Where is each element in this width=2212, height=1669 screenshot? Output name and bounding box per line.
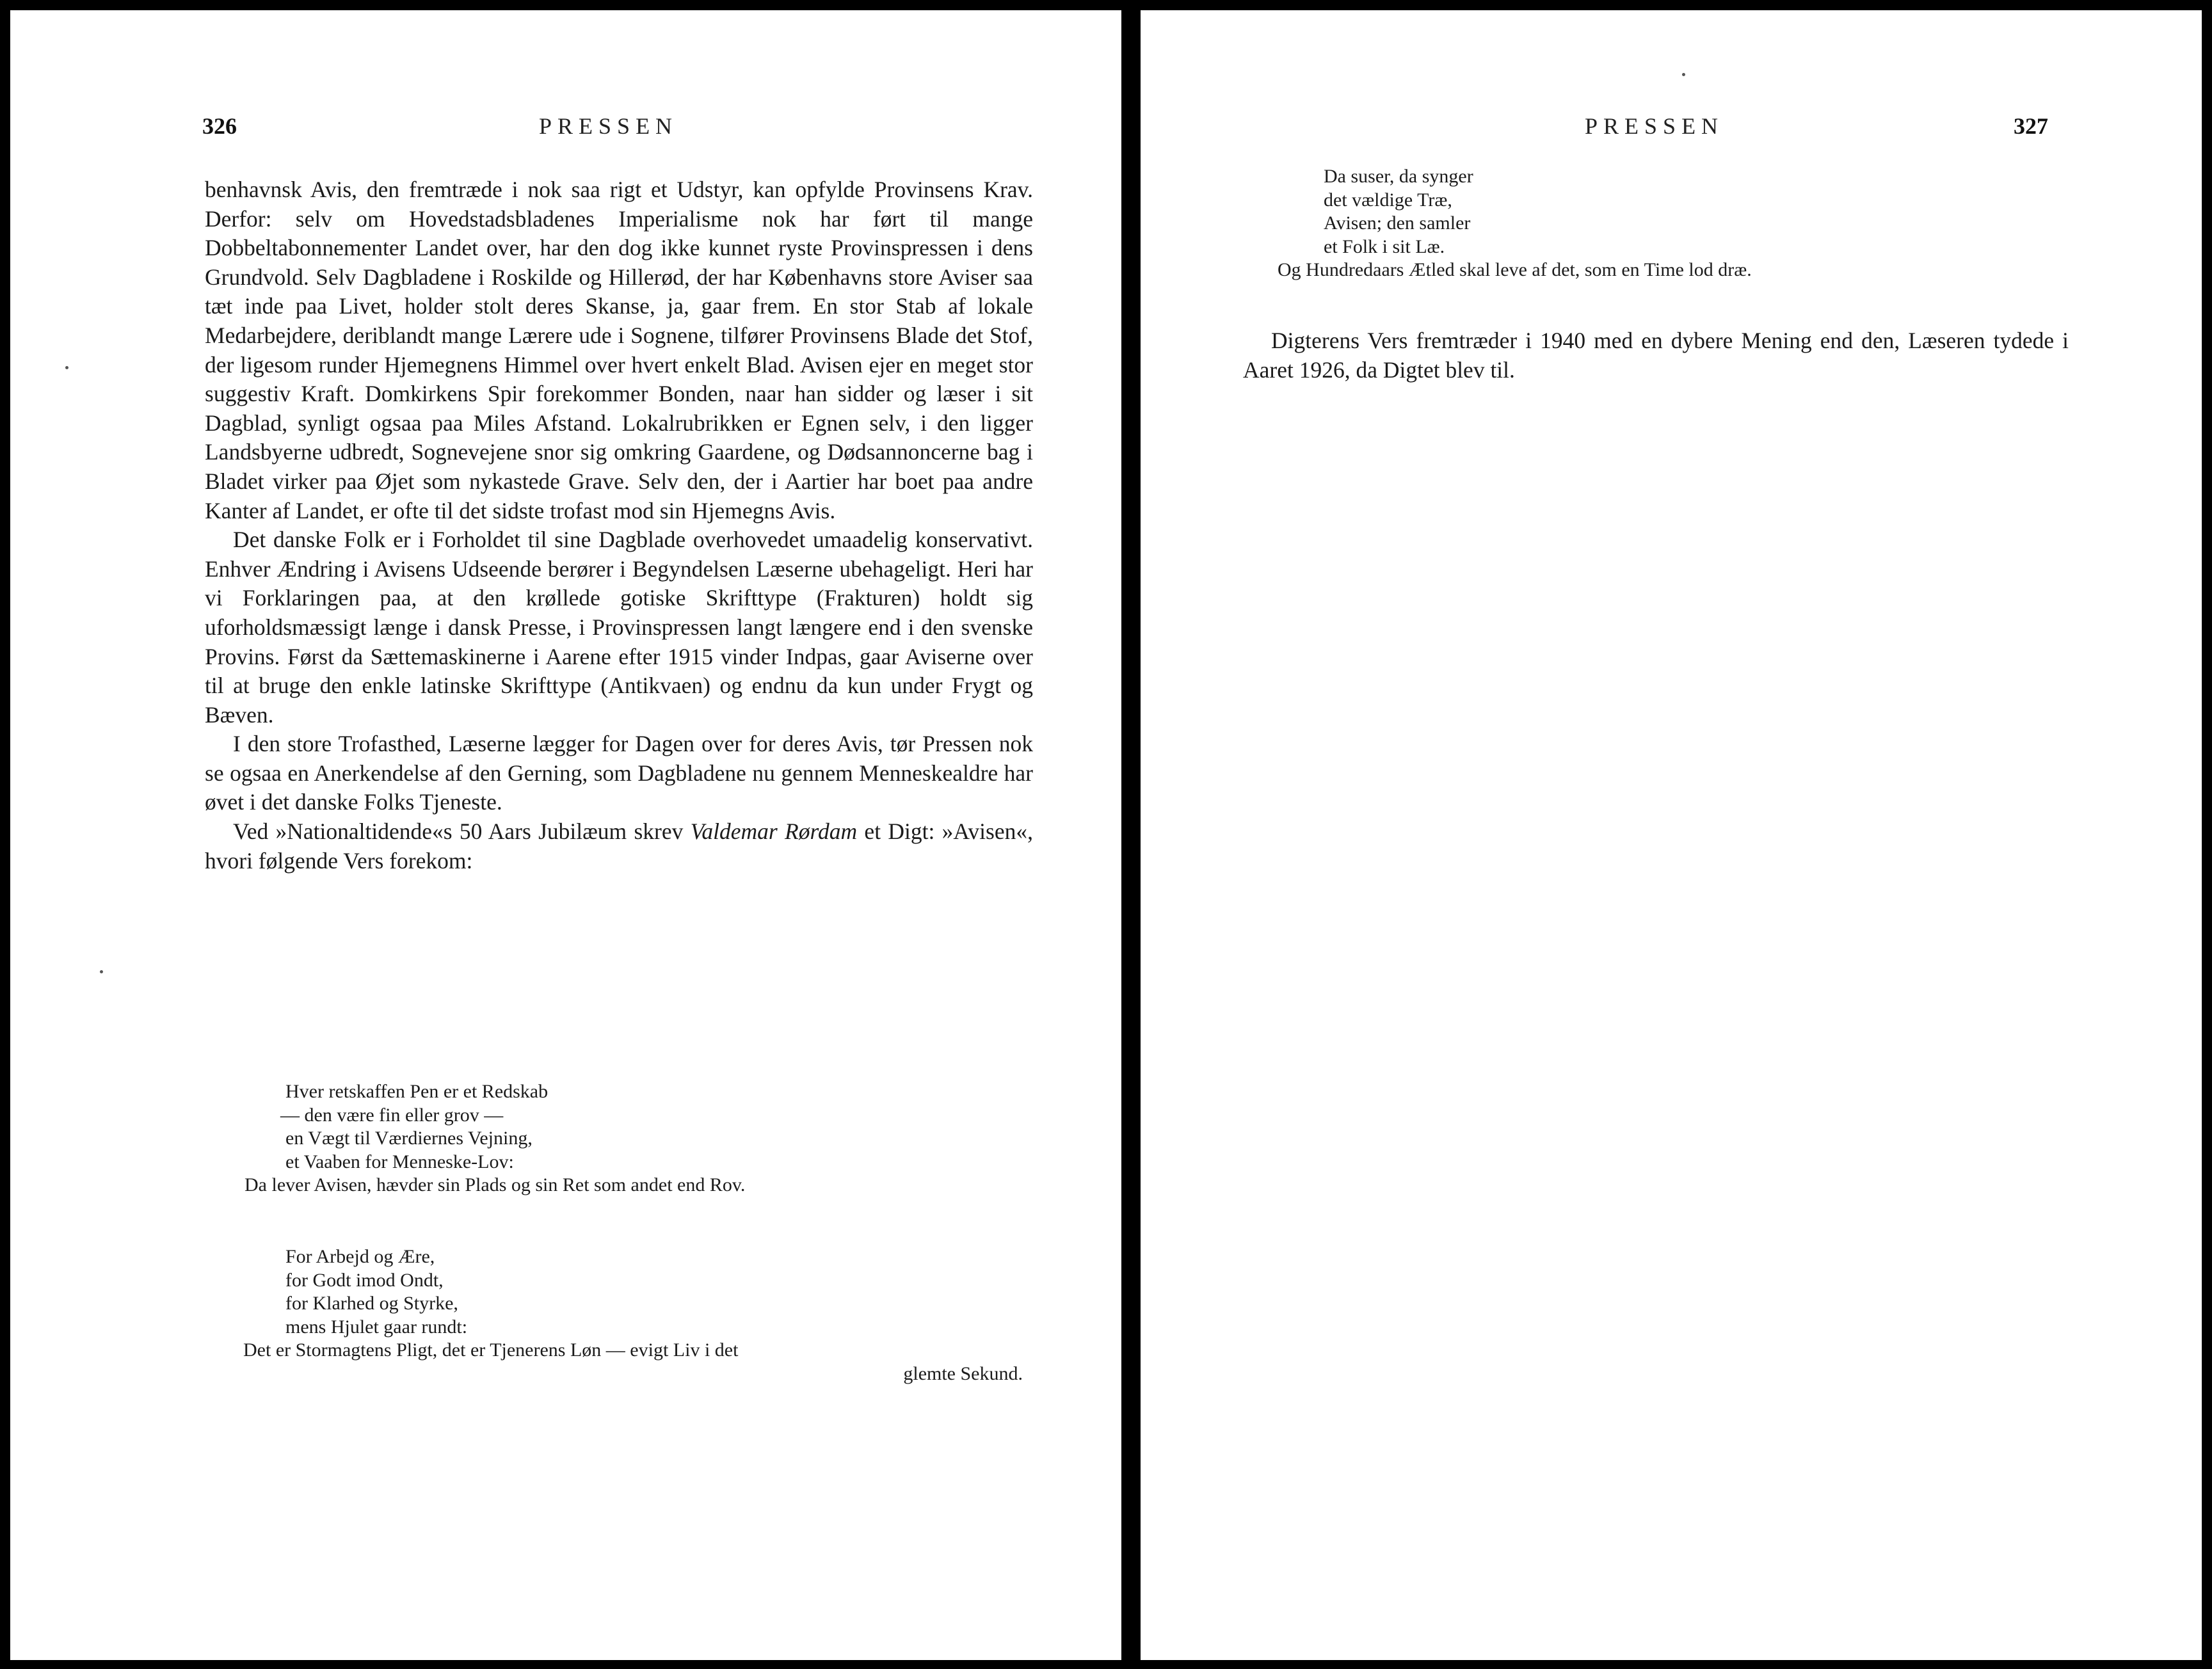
verse-line: — den være fin eller grov — — [280, 1104, 504, 1126]
page-number-right: 327 — [2014, 113, 2048, 139]
paragraph-4 — [205, 817, 1033, 875]
verse-line: Da suser, da synger — [1324, 166, 1473, 187]
author-name: Valdemar Rørdam — [690, 819, 858, 845]
right-page — [1141, 10, 2202, 1660]
stray-mark — [65, 366, 68, 369]
verse-3 — [1278, 165, 1752, 282]
verse-line: mens Hjulet gaar rundt: — [285, 1316, 468, 1338]
paragraph-4-after: et Digt: »Avisen«, hvori følgende Vers forekom: — [205, 819, 1033, 874]
page-number-left: 326 — [202, 113, 237, 139]
verse-line: en Vægt til Værdiernes Vejning, — [285, 1128, 533, 1149]
verse-line: Da lever Avisen, hævder sin Plads og sin Ret som andet end Rov. — [244, 1174, 746, 1195]
verse-line: et Folk i sit Læ. — [1324, 236, 1445, 257]
verse-line: For Arbejd og Ære, — [285, 1246, 435, 1267]
verse-line: for Godt imod Ondt, — [285, 1269, 444, 1291]
verse-2 — [243, 1245, 1023, 1386]
left-body-text — [205, 175, 1033, 875]
verse-line: Avisen; den samler — [1324, 212, 1471, 234]
verse-line: Det er Stormagtens Pligt, det er Tjenerens Løn — evigt Liv i det — [243, 1339, 739, 1361]
paragraph-1: benhavnsk Avis, den fremtræde i nok saa rigt et Udstyr, kan opfylde Provinsens Krav. Derfor: selv om Hovedstadsbladenes Imperialisme nok har ført til mange Dobbeltabonnementer Landet over, har den dog ikke kunnet ryste Provinspressen i dens Grundvold. Selv Dagbladene i Roskilde og Hillerød, der har Københavns store Aviser saa tæt inde paa Livet, holder stolt deres Skanse, ja, gaar frem. En stor Stab af lokale Medarbejdere, deriblandt mange Lærere ude i Sognene, tilfører Provinsens Blade det Stof, der ligesom runder Hjemegnens Himmel over hvert enkelt Blad. Avisen ejer en meget stor suggestiv Kraft. Domkirkens Spir forekommer Bonden, naar han sidder og læser i sit Dagblad, synligt ogsaa paa Miles Afstand. Lokalrubrikken er Egnen selv, i den ligger Landsbyerne udbredt, Sognevejene snor sig omkring Gaardene, og Dødsannoncerne bag i Bladet virker paa Øjet som nykastede Grave. Selv den, der i Aartier har boet paa andre Kanter af Landet, er ofte til det sidste trofast mod sin Hjemegns Avis. — [205, 177, 1033, 523]
paragraph-3: I den store Trofasthed, Læserne lægger for Dagen over for deres Avis, tør Pressen nok se ogsaa en Anerkendelse af den Gerning, som Dagbladene nu gennem Menneskealdre har øvet i det danske Folks Tjeneste. — [205, 731, 1033, 815]
left-page — [10, 10, 1121, 1660]
running-head-left: PRESSEN — [539, 113, 678, 139]
closing-paragraph: Digterens Vers fremtræder i 1940 med en dybere Mening end den, Læseren tydede i Aaret 1926, da Digtet blev til. — [1243, 328, 2069, 383]
running-head-right: PRESSEN — [1585, 113, 1724, 139]
stray-mark — [100, 970, 103, 973]
paragraph-4-before: Ved »Nationaltidende«s 50 Aars Jubilæum skrev — [233, 819, 691, 845]
right-body-text — [1243, 326, 2069, 385]
paragraph-2: Det danske Folk er i Forholdet til sine Dagblade overhovedet umaadelig konservativt. Enhver Ændring i Avisens Udseende berører i Begyndelsen Læserne ubehageligt. Heri har vi Forklaringen paa, at den krøllede gotiske Skrifttype (Frakturen) holdt sig uforholdsmæssigt længe i dansk Presse, i Provinspressen langt længere end i den svenske Provins. Først da Sættemaskinerne i Aarene efter 1915 vinder Indpas, gaar Aviserne over til at bruge den enkle latinske Skrifttype (Antikvaen) og endnu da kun under Frygt og Bæven. — [205, 527, 1033, 728]
verse-line: Hver retskaffen Pen er et Redskab — [285, 1081, 549, 1102]
verse-line: Og Hundredaars Ætled skal leve af det, som en Time lod dræ. — [1278, 259, 1752, 280]
verse-line: det vældige Træ, — [1324, 189, 1452, 211]
verse-1 — [244, 1080, 746, 1197]
verse-line: for Klarhed og Styrke, — [285, 1293, 458, 1314]
stray-mark — [1682, 73, 1685, 76]
verse-line: et Vaaben for Menneske-Lov: — [285, 1151, 514, 1172]
verse-line-continuation: glemte Sekund. — [903, 1362, 1023, 1384]
